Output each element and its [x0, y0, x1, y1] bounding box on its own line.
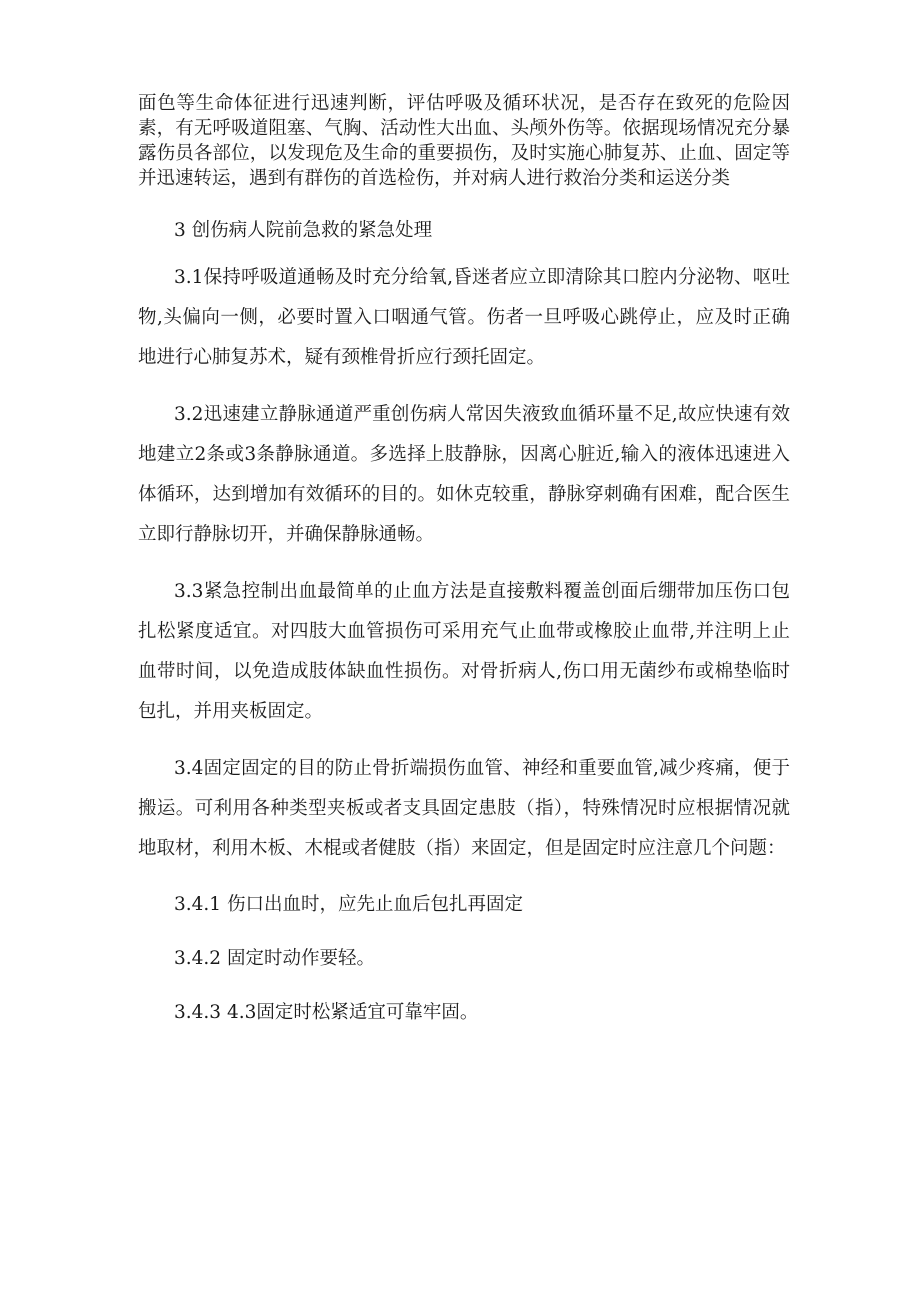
list-item-3-4-2: 3.4.2 固定时动作要轻。	[174, 948, 375, 969]
list-item-3-4-1: 3.4.1 伤口出血时，应先止血后包扎再固定	[174, 894, 523, 915]
document-page	[138, 91, 790, 1033]
section-heading: 3 创伤病人院前急救的紧急处理	[174, 220, 433, 241]
paragraph-3-3: 3.3紧急控制出血最简单的止血方法是直接敷料覆盖创面后绷带加压伤口包扎松紧度适宜。对四肢大血管损伤可采用充气止血带或橡胶止血带,并注明上止血带时间，以免造成肢体缺血性损伤。对骨折病人,伤口用无菌纱布或棉垫临时包扎，并用夹板固定。	[138, 581, 790, 722]
paragraph-3-1: 3.1保持呼吸道通畅及时充分给氧,昏迷者应立即清除其口腔内分泌物、呕吐物,头偏向一侧，必要时置入口咽通气管。伤者一旦呼吸心跳停止，应及时正确地进行心肺复苏术，疑有颈椎骨折应行颈托固定。	[138, 267, 790, 368]
paragraph-3-2: 3.2迅速建立静脉通道严重创伤病人常因失液致血循环量不足,故应快速有效地建立2条或3条静脉通道。多选择上肢静脉，因离心脏近,输入的液体迅速进入体循环，达到增加有效循环的目的。如休克较重，静脉穿刺确有困难，配合医生立即行静脉切开，并确保静脉通畅。	[138, 404, 790, 545]
lead-paragraph: 面色等生命体征进行迅速判断，评估呼吸及循环状况，是否存在致死的危险因素，有无呼吸道阻塞、气胸、活动性大出血、头颅外伤等。依据现场情况充分暴露伤员各部位，以发现危及生命的重要损伤，及时实施心肺复苏、止血、固定等并迅速转运，遇到有群伤的首选检伤，并对病人进行救治分类和运送分类	[138, 93, 790, 189]
paragraph-3-4: 3.4固定固定的目的防止骨折端损伤血管、神经和重要血管,减少疼痛，便于搬运。可利用各种类型夹板或者支具固定患肢（指），特殊情况时应根据情况就地取材，利用木板、木棍或者健肢（指）来固定，但是固定时应注意几个问题：	[138, 758, 790, 859]
list-item-3-4-3: 3.4.3 4.3固定时松紧适宜可靠牢固。	[174, 1002, 479, 1023]
